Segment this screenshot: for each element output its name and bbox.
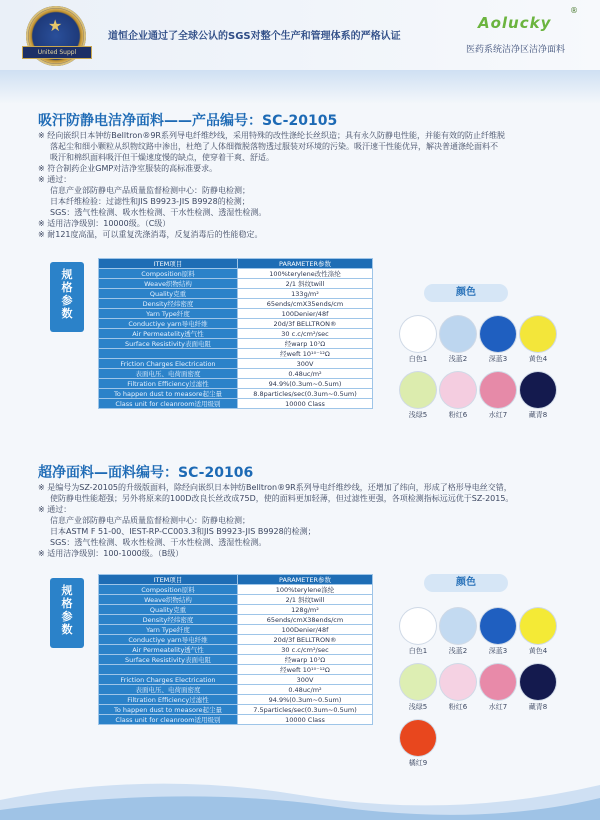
page-header	[0, 0, 600, 70]
spec-item	[99, 665, 238, 675]
spec-tag-char: 参	[61, 294, 73, 307]
seal-ribbon: United Suppl	[22, 46, 92, 59]
spec-row	[99, 299, 373, 309]
color-swatch	[440, 372, 476, 408]
spec-row	[99, 695, 373, 705]
description-line: ※ 耐121度高温，可以重复洗涤消毒，反复消毒后的性能稳定。	[38, 230, 263, 239]
brand-logo: Aolucky	[478, 14, 552, 32]
spec-tag-char: 数	[61, 623, 73, 636]
description-line: 吸汗和棉织面料吸汗但干燥速度慢的缺点，使穿着干爽、舒适。	[50, 153, 274, 162]
spec-item: Air Permeatelity透气性	[99, 329, 238, 339]
spec-row	[99, 715, 373, 725]
description-line: 日本ASTM F 51-00、IEST-RP-CC003.3和JIS B9923-JIS B9928的检测；	[50, 527, 316, 536]
brand-subtitle: 医药系统洁净区洁净面料	[466, 45, 566, 55]
color-swatch	[520, 372, 556, 408]
color-swatch	[400, 608, 436, 644]
color-label: 浅蓝2	[448, 647, 468, 655]
spec-row	[99, 665, 373, 675]
spec-row	[99, 625, 373, 635]
spec-row	[99, 655, 373, 665]
spec-item: Friction Charges Electrication	[99, 359, 238, 369]
spec-row	[99, 705, 373, 715]
color-label: 水红7	[488, 703, 508, 711]
color-label: 白色1	[408, 355, 428, 363]
spec-value: 30 c.c/cm²/sec	[238, 329, 373, 339]
spec-value: 100%terylene改性涤纶	[238, 269, 373, 279]
spec-row	[99, 675, 373, 685]
colors-title: 颜色	[424, 284, 508, 302]
spec-tag-char: 规	[61, 584, 73, 597]
spec-value: 0.48uc/m²	[238, 369, 373, 379]
spec-item: Quality克重	[99, 289, 238, 299]
color-swatch	[480, 608, 516, 644]
color-swatch	[400, 372, 436, 408]
spec-row	[99, 615, 373, 625]
spec-item: Friction Charges Electrication	[99, 675, 238, 685]
spec-row	[99, 289, 373, 299]
spec-row	[99, 399, 373, 409]
spec-item: Density经纬密度	[99, 615, 238, 625]
spec-item: Yarn Type纤度	[99, 309, 238, 319]
color-label: 粉红6	[448, 703, 468, 711]
description-line: SGS：透气性检测、吸水性检测、干水性检测、透湿性检测。	[50, 208, 267, 217]
color-label: 深蓝3	[488, 355, 508, 363]
description-line: ※ 是编号为SZ-20105的升级版面料，除经向嵌织日本钟纺Belltron®9R系列导电纤维纱线，还增加了纬向，形成了格形导电丝交错，	[38, 483, 512, 492]
description-line: 日本纤维检验：过滤性和JIS B9923-JIS B9928的检测；	[50, 197, 250, 206]
product2-description	[38, 482, 513, 559]
spec-item: Weave织物结构	[99, 279, 238, 289]
color-label: 白色1	[408, 647, 428, 655]
spec-row	[99, 645, 373, 655]
star-icon: ★	[48, 16, 63, 35]
color-label: 黄色4	[528, 355, 548, 363]
spec-value: 10000 Class	[238, 715, 373, 725]
spec-item: ITEM项目	[99, 575, 238, 585]
color-swatch	[520, 664, 556, 700]
spec-item: Yarn Type纤度	[99, 625, 238, 635]
color-swatch	[440, 316, 476, 352]
spec-row	[99, 349, 373, 359]
description-line: 信息产业部防静电产品质量监督检测中心：防静电检测；	[50, 186, 250, 195]
spec-row	[99, 329, 373, 339]
spec-tag-char: 数	[61, 307, 73, 320]
spec-row	[99, 379, 373, 389]
color-swatch	[520, 316, 556, 352]
color-swatch	[400, 316, 436, 352]
certification-slogan: 道恒企业通过了全球公认的SGS对整个生产和管理体系的严格认证	[108, 31, 401, 42]
spec-item: Surface Resistivity表面电阻	[99, 339, 238, 349]
spec-item: Weave织物结构	[99, 595, 238, 605]
spec-item: Composition原料	[99, 269, 238, 279]
color-label: 浅蓝2	[448, 355, 468, 363]
description-line: ※ 适用洁净级别：100-1000级。（B级）	[38, 549, 184, 558]
color-label: 深蓝3	[488, 647, 508, 655]
spec-item: Class unit for cleanroom适用级别	[99, 399, 238, 409]
spec-row	[99, 359, 373, 369]
spec-value: 0.48uc/m²	[238, 685, 373, 695]
spec-row	[99, 595, 373, 605]
spec-item: Composition原料	[99, 585, 238, 595]
color-swatch	[400, 720, 436, 756]
spec-row	[99, 279, 373, 289]
spec-value: 经warp 10⁷Ω	[238, 655, 373, 665]
spec-row	[99, 309, 373, 319]
product2-spec-table	[98, 574, 373, 725]
spec-value: PARAMETER参数	[238, 575, 373, 585]
spec-item: Conductiye yarn导电纤维	[99, 635, 238, 645]
spec-value: 94.9%(0.3um~0.5um)	[238, 379, 373, 389]
color-label: 橘红9	[408, 759, 428, 767]
description-line: 落起尘和细小颗粒从织物纹路中渗出，杜绝了人体细微脱落物透过服装对环境的污染。吸汗速干性能优异，解决普通涤纶面料不	[50, 142, 498, 151]
spec-value: 300V	[238, 675, 373, 685]
spec-row	[99, 389, 373, 399]
spec-value: PARAMETER参数	[238, 259, 373, 269]
color-label: 黄色4	[528, 647, 548, 655]
spec-value: 65ends/cmX35ends/cm	[238, 299, 373, 309]
spec-item: Surface Resistivity表面电阻	[99, 655, 238, 665]
spec-item: 表面电压、电荷面密度	[99, 369, 238, 379]
spec-row	[99, 319, 373, 329]
description-line: ※ 通过：	[38, 505, 72, 514]
spec-tag-char: 参	[61, 610, 73, 623]
description-line: ※ 符合制药企业GMP对洁净室服装的高标准要求。	[38, 164, 218, 173]
spec-item: ITEM项目	[99, 259, 238, 269]
spec-value: 7.5particles/sec(0.3um~0.5um)	[238, 705, 373, 715]
spec-item: Quality克重	[99, 605, 238, 615]
color-label: 水红7	[488, 411, 508, 419]
color-label: 藏青8	[528, 411, 548, 419]
spec-value: 经weft 10¹⁰⁻¹²Ω	[238, 349, 373, 359]
color-label: 粉红6	[448, 411, 468, 419]
spec-item: Air Permeatelity透气性	[99, 645, 238, 655]
color-swatch	[400, 664, 436, 700]
description-line: 信息产业部防静电产品质量监督检测中心：防静电检测；	[50, 516, 250, 525]
spec-tag	[50, 262, 84, 332]
spec-item: To happen dust to measore起尘量	[99, 389, 238, 399]
spec-row	[99, 259, 373, 269]
spec-value: 94.9%(0.3um~0.5um)	[238, 695, 373, 705]
description-line: SGS：透气性检测、吸水性检测、干水性检测、透湿性检测。	[50, 538, 267, 547]
color-swatch	[440, 608, 476, 644]
color-swatch	[520, 608, 556, 644]
spec-value: 20d/3f BELLTRON®	[238, 635, 373, 645]
spec-value: 100%terylene涤纶	[238, 585, 373, 595]
spec-row	[99, 605, 373, 615]
color-label: 藏青8	[528, 703, 548, 711]
color-swatch	[480, 664, 516, 700]
spec-item: Filtration Efficiency过滤性	[99, 379, 238, 389]
spec-value: 8.8particles/sec(0.3um~0.5um)	[238, 389, 373, 399]
spec-value: 2/1 斜纹twill	[238, 595, 373, 605]
spec-row	[99, 685, 373, 695]
registered-mark: ®	[570, 6, 578, 15]
spec-item: To happen dust to measore起尘量	[99, 705, 238, 715]
description-line: ※ 经向嵌织日本钟纺Belltron®9R系列导电纤维纱线，采用特殊的改性涤纶长丝织造；具有永久防静电性能，并能有效的防止纤维脱	[38, 131, 505, 140]
blue-wave-stripe	[0, 70, 600, 104]
color-swatch	[440, 664, 476, 700]
color-label: 浅绿5	[408, 703, 428, 711]
spec-item: 表面电压、电荷面密度	[99, 685, 238, 695]
spec-item: Conductiye yarn导电纤维	[99, 319, 238, 329]
product2-title: 超净面料—面料编号：SC-20106	[38, 465, 254, 481]
spec-row	[99, 269, 373, 279]
spec-value: 10000 Class	[238, 399, 373, 409]
product1-spec-table	[98, 258, 373, 409]
spec-tag	[50, 578, 84, 648]
spec-row	[99, 369, 373, 379]
spec-value: 20d/3f BELLTRON®	[238, 319, 373, 329]
spec-value: 65ends/cmX38ends/cm	[238, 615, 373, 625]
color-swatch	[480, 316, 516, 352]
spec-value: 300V	[238, 359, 373, 369]
spec-tag-char: 规	[61, 268, 73, 281]
colors-title: 颜色	[424, 574, 508, 592]
spec-row	[99, 575, 373, 585]
spec-item	[99, 349, 238, 359]
spec-value: 100Denier/48f	[238, 309, 373, 319]
spec-item: Class unit for cleanroom适用级别	[99, 715, 238, 725]
spec-value: 30 c.c/cm²/sec	[238, 645, 373, 655]
description-line: 使防静电性能超强；另外将原来的100D改良长丝改成75D，使的面料更加轻薄，但过滤性更强，各项检测指标远远优于SZ-2015。	[50, 494, 514, 503]
spec-row	[99, 339, 373, 349]
spec-value: 经warp 10⁷Ω	[238, 339, 373, 349]
spec-value: 128g/m²	[238, 605, 373, 615]
spec-tag-char: 格	[61, 597, 73, 610]
color-swatch	[480, 372, 516, 408]
spec-row	[99, 585, 373, 595]
product1-title: 吸汗防静电洁净面料——产品编号：SC-20105	[38, 113, 338, 129]
spec-value: 2/1 斜纹twill	[238, 279, 373, 289]
spec-item: Density经纬密度	[99, 299, 238, 309]
spec-tag-char: 格	[61, 281, 73, 294]
spec-item: Filtration Efficiency过滤性	[99, 695, 238, 705]
color-label: 浅绿5	[408, 411, 428, 419]
spec-value: 133g/m²	[238, 289, 373, 299]
description-line: ※ 适用洁净级别：10000级。（C级）	[38, 219, 171, 228]
spec-value: 经weft 10¹⁰⁻¹²Ω	[238, 665, 373, 675]
product1-description	[38, 130, 505, 240]
description-line: ※ 通过：	[38, 175, 72, 184]
spec-row	[99, 635, 373, 645]
bottom-wave-decoration	[0, 770, 600, 820]
spec-value: 100Denier/48f	[238, 625, 373, 635]
